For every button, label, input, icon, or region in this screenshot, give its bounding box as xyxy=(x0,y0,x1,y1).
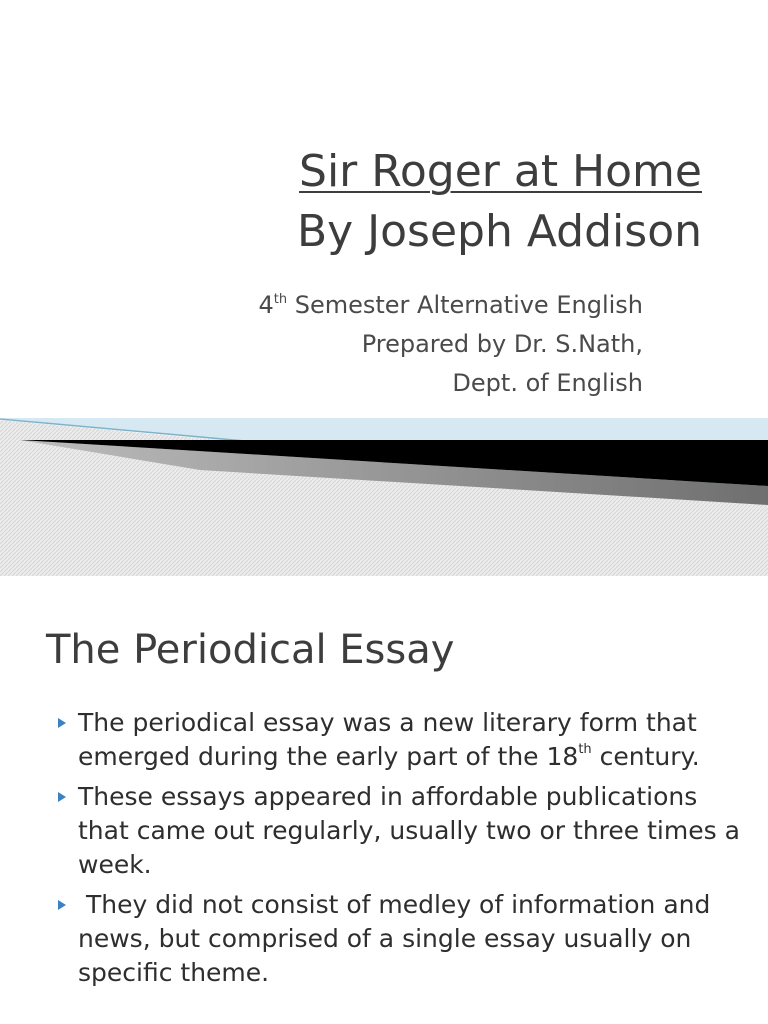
subtitle-line-3: Dept. of English xyxy=(452,369,643,397)
subtitle-line-1 xyxy=(258,286,643,325)
list-item xyxy=(56,780,746,882)
semester-text: Semester Alternative English xyxy=(287,291,643,319)
title-line-1: Sir Roger at Home xyxy=(299,146,702,197)
superscript: th xyxy=(273,292,288,307)
title-block xyxy=(297,142,702,262)
title-line-2: By Joseph Addison xyxy=(296,206,702,257)
content-slide xyxy=(0,576,768,1024)
subtitle xyxy=(258,286,643,403)
bullet-text-end: century. xyxy=(591,742,700,771)
bullet-arrow-icon xyxy=(58,792,66,802)
bullet-arrow-icon xyxy=(58,718,66,728)
superscript: th xyxy=(578,742,592,757)
list-item xyxy=(56,888,746,990)
bullet-text: The periodical essay was a new literary form that emerged during the early part of the 18 xyxy=(78,708,697,771)
bullet-text: They did not consist of medley of information and news, but comprised of a single essay usually on specific theme. xyxy=(78,890,719,987)
subtitle-line-2: Prepared by Dr. S.Nath, xyxy=(361,330,643,358)
slide-heading: The Periodical Essay xyxy=(46,627,455,673)
bullet-arrow-icon xyxy=(58,900,66,910)
bullet-text: These essays appeared in affordable publications that came out regularly, usually two or three times a week. xyxy=(78,782,740,879)
bullet-list xyxy=(56,706,746,996)
list-item xyxy=(56,706,746,774)
semester-number: 4 xyxy=(258,291,274,319)
